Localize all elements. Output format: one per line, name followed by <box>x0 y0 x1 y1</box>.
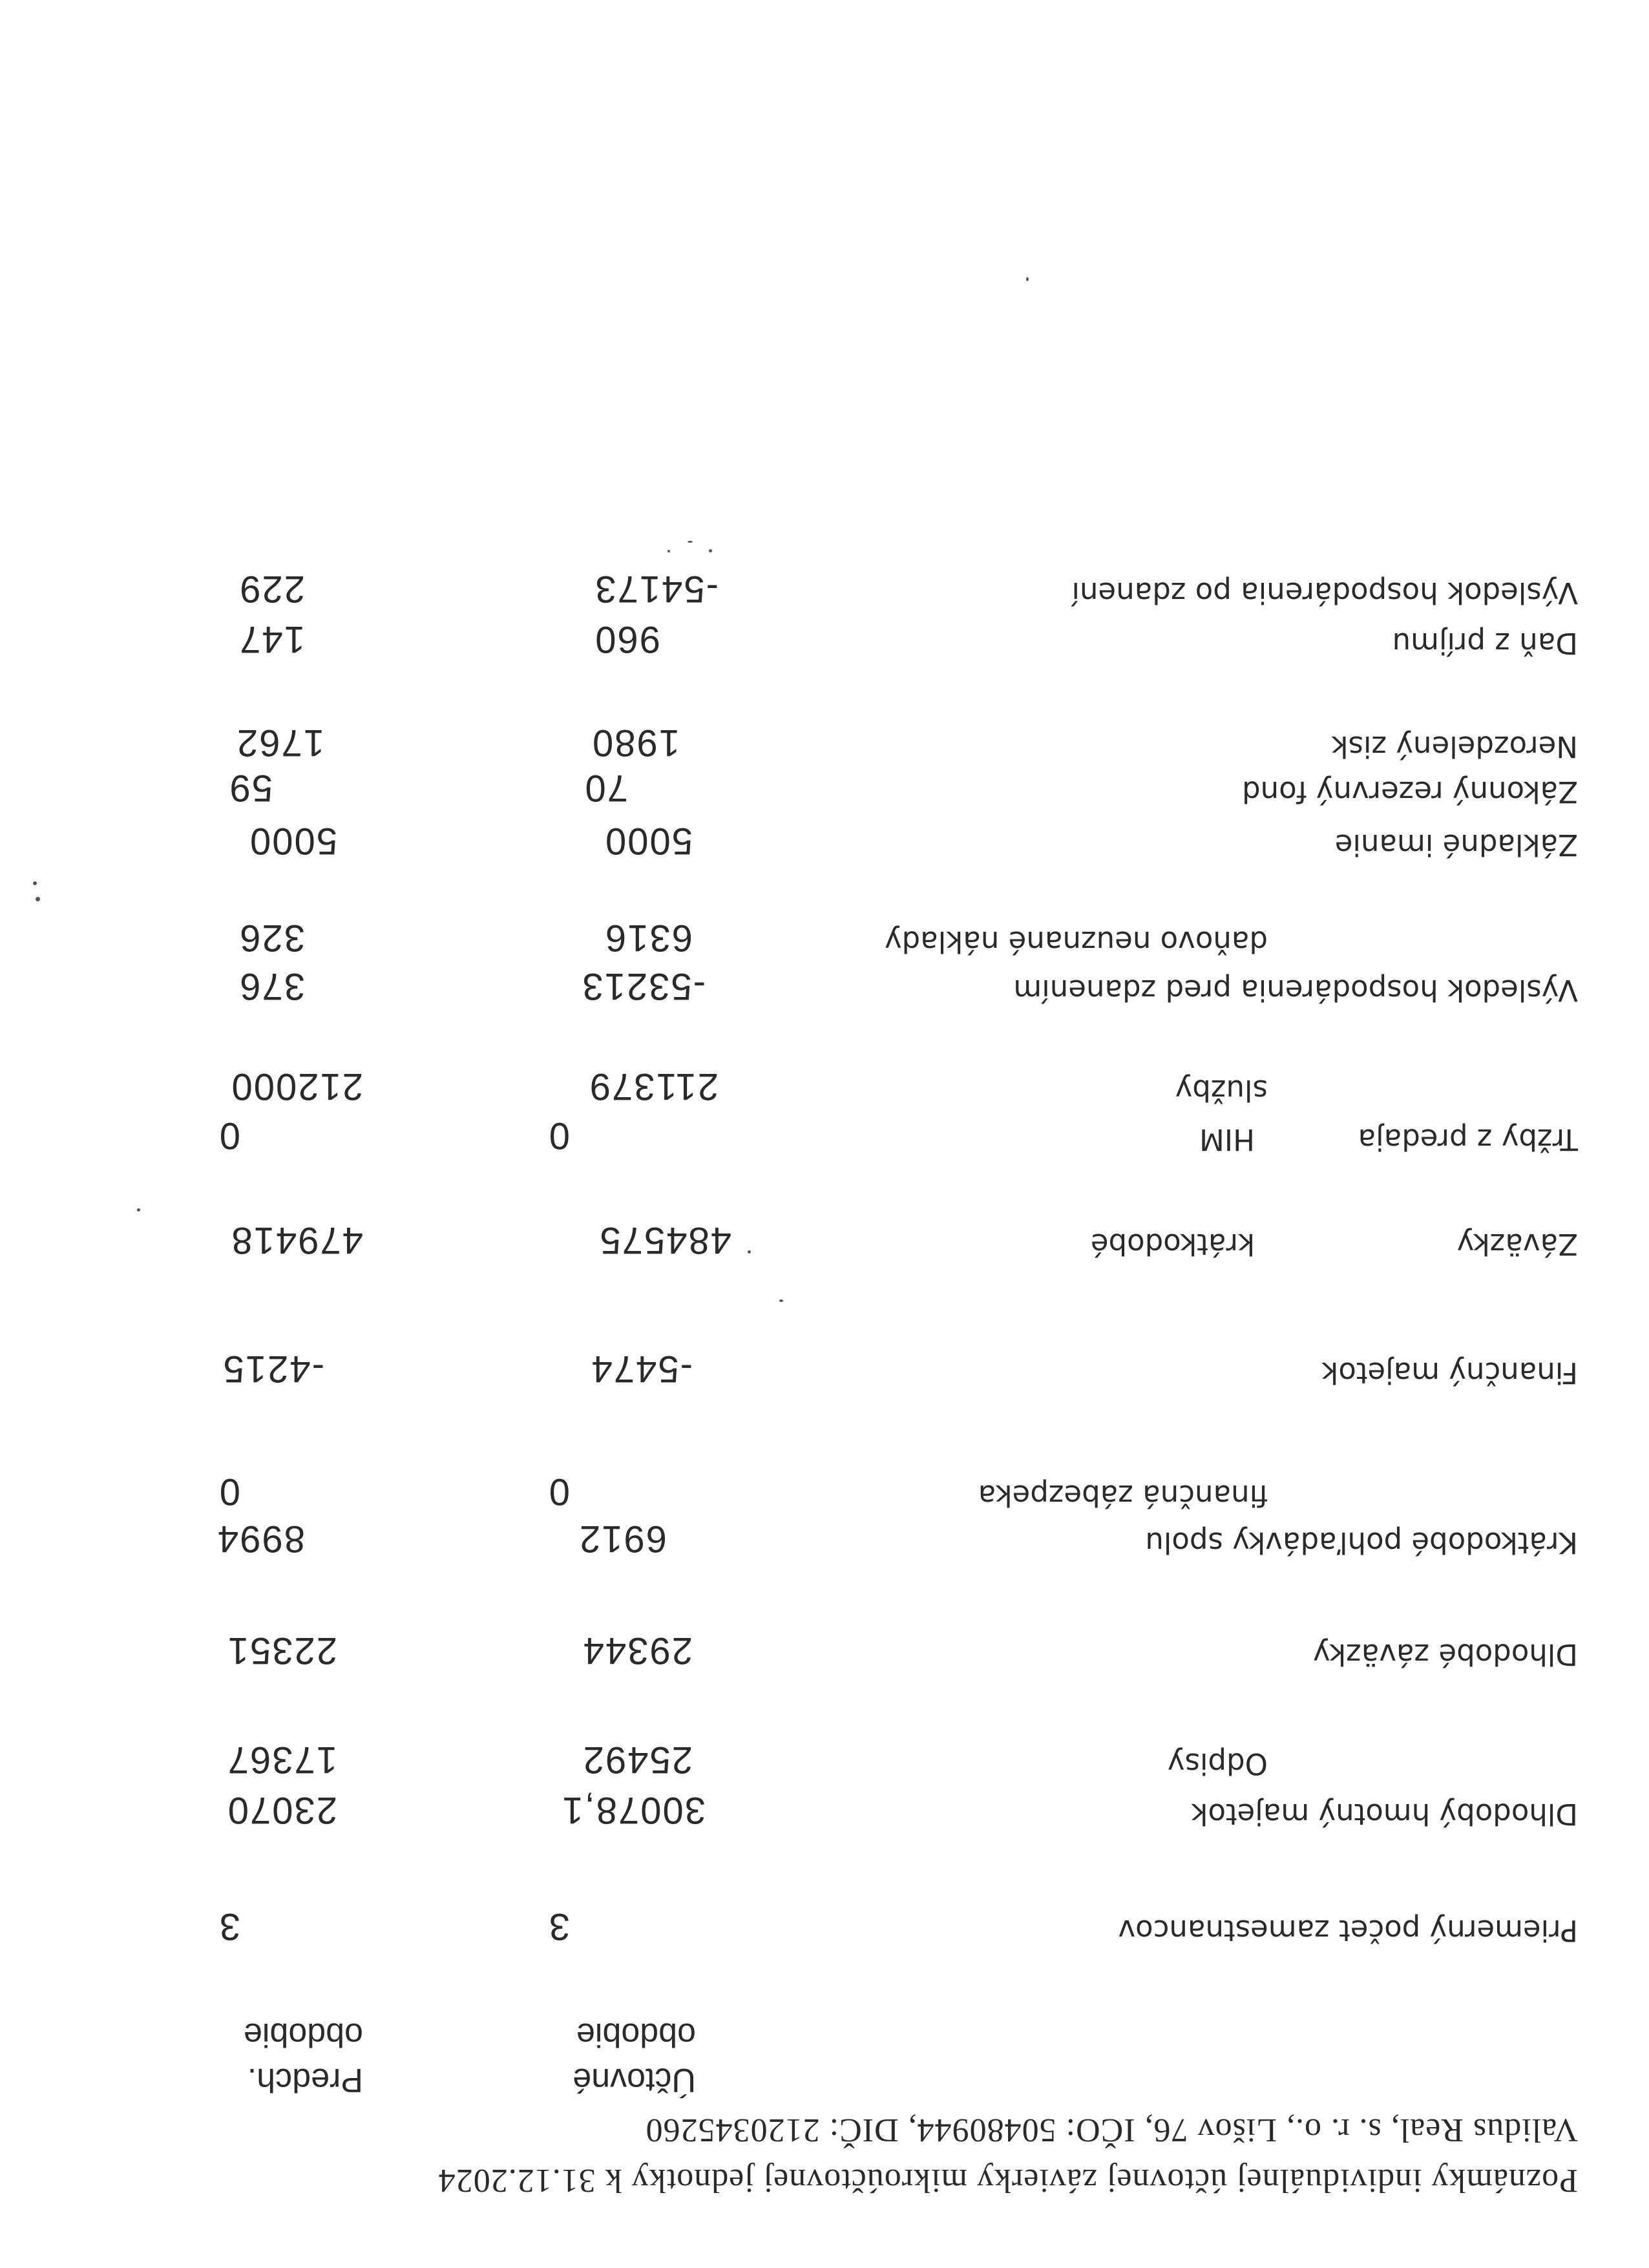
row-value-current: 30078,1 <box>561 1789 706 1831</box>
row-label: služby <box>1175 1073 1268 1108</box>
header-current-line2: obdobie <box>576 2016 696 2053</box>
row-value-current: -5474 <box>590 1348 693 1390</box>
row-value-current: 29344 <box>582 1630 693 1672</box>
scan-speck <box>748 1250 751 1254</box>
row-value-current: 0 <box>547 1471 570 1513</box>
header-previous-line2: obdobie <box>243 2016 363 2053</box>
row-value-current: 6316 <box>604 917 693 959</box>
row-value-current: 6912 <box>578 1518 667 1560</box>
row-label: Priemerný počet zamestnancov <box>1118 1913 1578 1948</box>
row-label: Výsledok hospodárenia pred zdanením <box>1013 973 1578 1007</box>
row-value-previous: 23070 <box>226 1789 337 1831</box>
row-value-previous: -4215 <box>222 1348 324 1390</box>
scan-speck <box>688 541 693 543</box>
row-value-current: 0 <box>547 1115 570 1157</box>
header-current-line1: Účtovné <box>572 2061 696 2099</box>
row-value-current: 484575 <box>598 1219 731 1261</box>
row-label: Zákonný rezervný fond <box>1242 775 1578 809</box>
company-info: Validus Real, s. r. o., Lišov 76, IČO: 50480944, DIČ: 2120345260 <box>645 2112 1578 2148</box>
row-value-current: 960 <box>594 618 660 660</box>
row-value-previous: 0 <box>218 1471 240 1513</box>
row-value-current: -53213 <box>581 965 706 1007</box>
row-value-previous: 3 <box>218 1906 240 1948</box>
row-value-previous: 59 <box>228 767 273 809</box>
row-value-current: 25492 <box>582 1739 693 1781</box>
row-value-previous: 22351 <box>226 1630 337 1672</box>
row-value-previous: 5000 <box>248 820 337 862</box>
row-value-current: 1980 <box>591 722 680 764</box>
row-label: Záväzky <box>1456 1227 1578 1261</box>
row-value-previous: 1762 <box>235 722 324 764</box>
row-value-current: 70 <box>583 767 628 809</box>
scan-speck <box>1026 277 1029 281</box>
row-label: Dlhodobé záväzky <box>1313 1637 1578 1672</box>
row-value-previous: 8994 <box>216 1518 305 1560</box>
row-value-current: 211379 <box>588 1066 719 1108</box>
scan-speck <box>137 1208 140 1212</box>
scan-speck <box>709 549 712 552</box>
row-value-previous: 17367 <box>226 1739 337 1781</box>
row-sublabel: HIM <box>1199 1122 1255 1157</box>
scan-speck <box>667 550 670 552</box>
row-sublabel: krátkodobé <box>1090 1227 1255 1261</box>
row-label: Tržby z predaja <box>1358 1122 1578 1157</box>
row-value-previous: 0 <box>218 1115 240 1157</box>
document-title: Poznámky individuálnej účtovnej závierky mikroúčtovnej jednotky k 31.12.2024 <box>437 2162 1578 2199</box>
row-label: Dlhodobý hmotný majetok <box>1191 1797 1578 1831</box>
row-label: Daň z príjmu <box>1392 626 1578 660</box>
row-label: finančná zábezpeka <box>978 1478 1268 1513</box>
row-value-previous: 326 <box>238 917 305 959</box>
row-label: Nerozdelený zisk <box>1331 730 1578 764</box>
row-value-previous: 479418 <box>230 1219 363 1261</box>
row-value-current: 5000 <box>604 820 693 862</box>
row-label: Výsledok hospodárenia po zdanení <box>1071 576 1578 610</box>
row-value-current: -54173 <box>594 568 719 610</box>
scan-speck <box>33 881 37 885</box>
row-value-previous: 229 <box>238 568 305 610</box>
row-label: Krátkodobé pohľadávky spolu <box>1145 1526 1578 1560</box>
row-label: daňovo neuznané náklady <box>884 925 1268 959</box>
header-previous-line1: Predch. <box>247 2061 363 2099</box>
row-label: Základné imanie <box>1334 828 1578 862</box>
row-label: Odpisy <box>1167 1747 1268 1781</box>
row-value-current: 3 <box>547 1906 570 1948</box>
row-value-previous: 376 <box>238 965 305 1007</box>
row-value-previous: 147 <box>238 618 305 660</box>
row-value-previous: 212000 <box>230 1066 363 1108</box>
row-label: Finančný majetok <box>1321 1356 1578 1390</box>
scan-speck <box>36 897 40 901</box>
scan-speck <box>779 1299 783 1302</box>
